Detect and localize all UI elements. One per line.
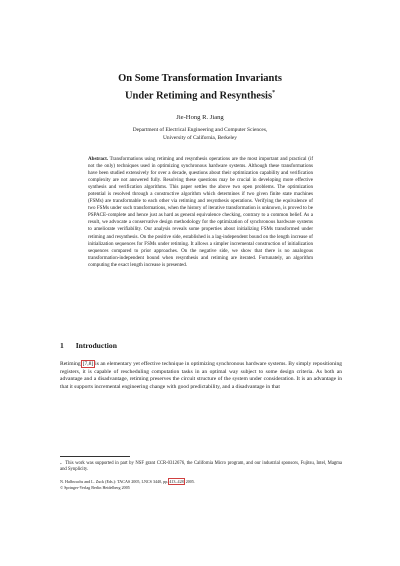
abstract-label: Abstract. (88, 156, 109, 162)
title-footnote-mark: * (272, 90, 276, 96)
footnote (60, 461, 342, 474)
affiliation (60, 127, 340, 142)
publication-editors: N. Halbwachs and L. Zuck (Eds.): TACAS 2005, LNCS 3440, pp. (60, 479, 170, 484)
footnote-mark: * (60, 462, 62, 466)
intro-paragraph (60, 361, 342, 392)
page-range-link[interactable]: 413–428 (169, 479, 184, 484)
affiliation-line-1: Department of Electrical Engineering and Computer Sciences, (132, 127, 268, 133)
title-line-2-wrap (60, 86, 340, 104)
section-number: 1 (60, 341, 64, 350)
copyright-line: © Springer-Verlag Berlin Heidelberg 2005 (60, 484, 130, 490)
title-line-2: Under Retiming and Resynthesis (124, 90, 273, 102)
abstract-text: Transformations using retiming and resynthesis operations are the most important and practical (if not the only) techniques used in optimizing synchronous hardware systems. Although these transformations have been studied extensively for over a decade, questions about their optimization capability and verification complexity are not answered fully. Resolving these questions may be crucial in developing more effective synthesis and verification algorithms. This paper settles the above two open problems. The optimization potential is resolved through a constructive algorithm which determines if two given finite state machines (FSMs) are transformable to each other via retiming and resynthesis operations. Verifying the equivalence of two FSMs under such transformations, when the history of iterative transformation is unknown, is proved to be PSPACE-complete and hence just as hard as general equivalence checking, contrary to a common belief. As a result, we advocate a conservative design methodology for the optimization of synchronous hardware systems to ameliorate verifiability. Our analysis reveals some properties about initializing FSMs transformed under retiming and resynthesis. On the positive side, established is a lag-independent bound on the length increase of initialization sequences for FSMs under retiming. It allows a simpler incremental construction of initialization sequences compared to prior approaches. On the negative side, we show that there is no analogous transformation-independent bound when resynthesis and retiming are iterated. Fortunately, an algorithm computing the exact length increase is presented. (88, 156, 313, 268)
intro-text-start: Retiming (60, 361, 83, 367)
section-heading (60, 341, 117, 350)
title-line-1: On Some Transformation Invariants (118, 73, 282, 84)
publication-year: , 2005. (183, 479, 195, 484)
footnote-rule (60, 456, 130, 457)
paper-title (60, 72, 340, 104)
author-name: Jie-Hong R. Jiang (176, 114, 224, 121)
section-title: Introduction (75, 341, 117, 350)
affiliation-line-2: University of California, Berkeley (163, 134, 237, 141)
publication-info (60, 479, 342, 491)
footnote-text: This work was supported in part by NSF grant CCR-0312676, the California Micro program, and our industrial sponsors, Fujitsu, Intel, Magma and Synplicity. (60, 461, 343, 473)
citation-link[interactable]: [7,8] (82, 361, 94, 367)
abstract (88, 156, 313, 269)
intro-text-rest: is an elementary yet effective technique in optimizing synchronous hardware systems. By simply repositioning registers, it is capable of rescheduling computation tasks in an optimal way subject to some design criteria. As both an advantage and a disadvantage, retiming preserves the circuit structure of the system under consideration. It is an advantage in that it supports incremental engineering change with good predictability, and a disadvantage in that (60, 361, 342, 391)
